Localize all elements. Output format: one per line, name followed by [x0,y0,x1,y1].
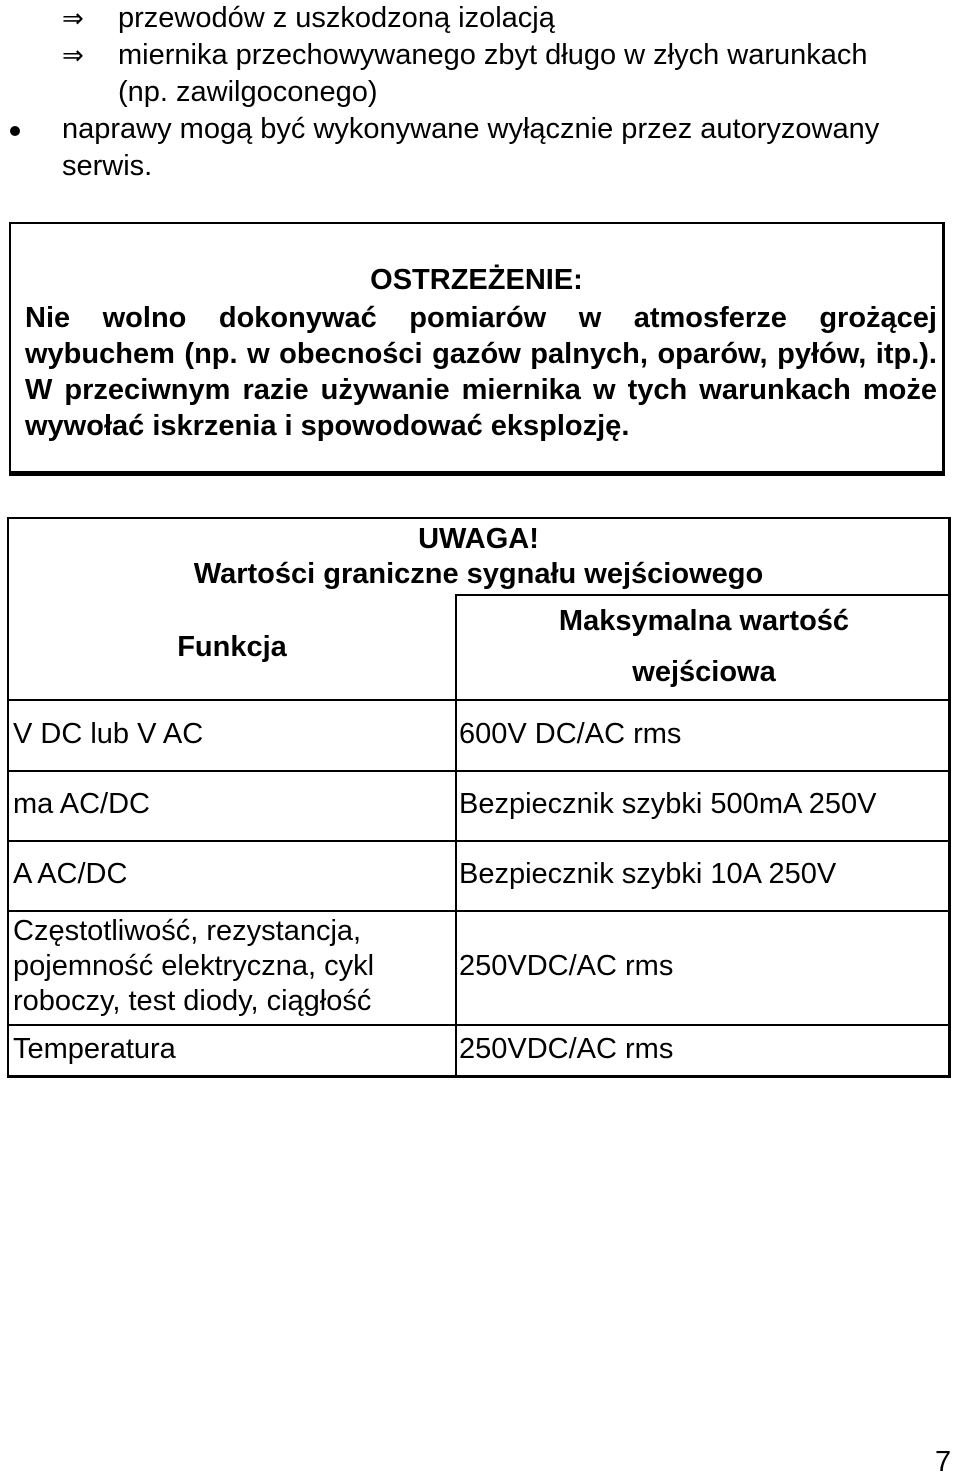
table-cell-max: Bezpiecznik szybki 10A 250V [459,858,837,890]
row-divider [9,840,951,842]
warning-title: OSTRZEŻENIE: [370,264,583,296]
table-cell-max: 250VDC/AC rms [459,950,674,982]
warning-body: Nie wolno dokonywać pomiarów w atmosferze grożącej wybuchem (np. w obecności gazów palnych, oparów, pyłów, itp.). W przeciwnym razie używanie miernika w tych warunkach może wywołać iskrzenia i spowodować eksplozję. [25,302,937,442]
column-header-function: Funkcja [177,631,287,663]
page-number: 7 [935,1446,952,1478]
table-caption-title: Wartości graniczne sygnału wejściowego [193,558,764,590]
table-cell-max: Bezpiecznik szybki 500mA 250V [459,788,877,820]
list-item-text: (np. zawilgoconego) [118,76,378,108]
row-divider [9,910,951,912]
row-divider [9,770,951,772]
list-item-text: naprawy mogą być wykonywane wyłącznie przez autoryzowany [62,113,880,145]
table-cell-function-line3: roboczy, test diody, ciągłość [13,985,372,1017]
warning-box [9,222,945,476]
table-cell-function: A AC/DC [13,858,128,890]
column-header-max-line2: wejściowa [632,656,776,688]
table-cell-function: V DC lub V AC [13,718,204,750]
row-divider [455,594,951,596]
table-caption-warning: UWAGA! [418,523,539,555]
table-cell-function-line1: Częstotliwość, rezystancja, [13,915,362,947]
table-cell-max: 250VDC/AC rms [459,1033,674,1065]
arrow-icon: ⇒ [62,40,84,70]
row-divider [9,699,951,701]
table-cell-function: ma AC/DC [13,788,150,820]
row-divider [9,1024,951,1026]
list-item-text: przewodów z uszkodzoną izolacją [118,2,555,34]
input-limits-table [7,517,951,1078]
list-item-text: miernika przechowywanego zbyt długo w złych warunkach [118,39,868,71]
arrow-icon: ⇒ [62,3,84,33]
table-cell-function-line2: pojemność elektryczna, cykl [13,950,375,982]
column-header-max-line1: Maksymalna wartość [558,605,850,637]
table-cell-max: 600V DC/AC rms [459,718,682,750]
list-item-text: serwis. [62,150,153,182]
bullet-icon [10,126,20,136]
table-cell-function: Temperatura [13,1033,176,1065]
